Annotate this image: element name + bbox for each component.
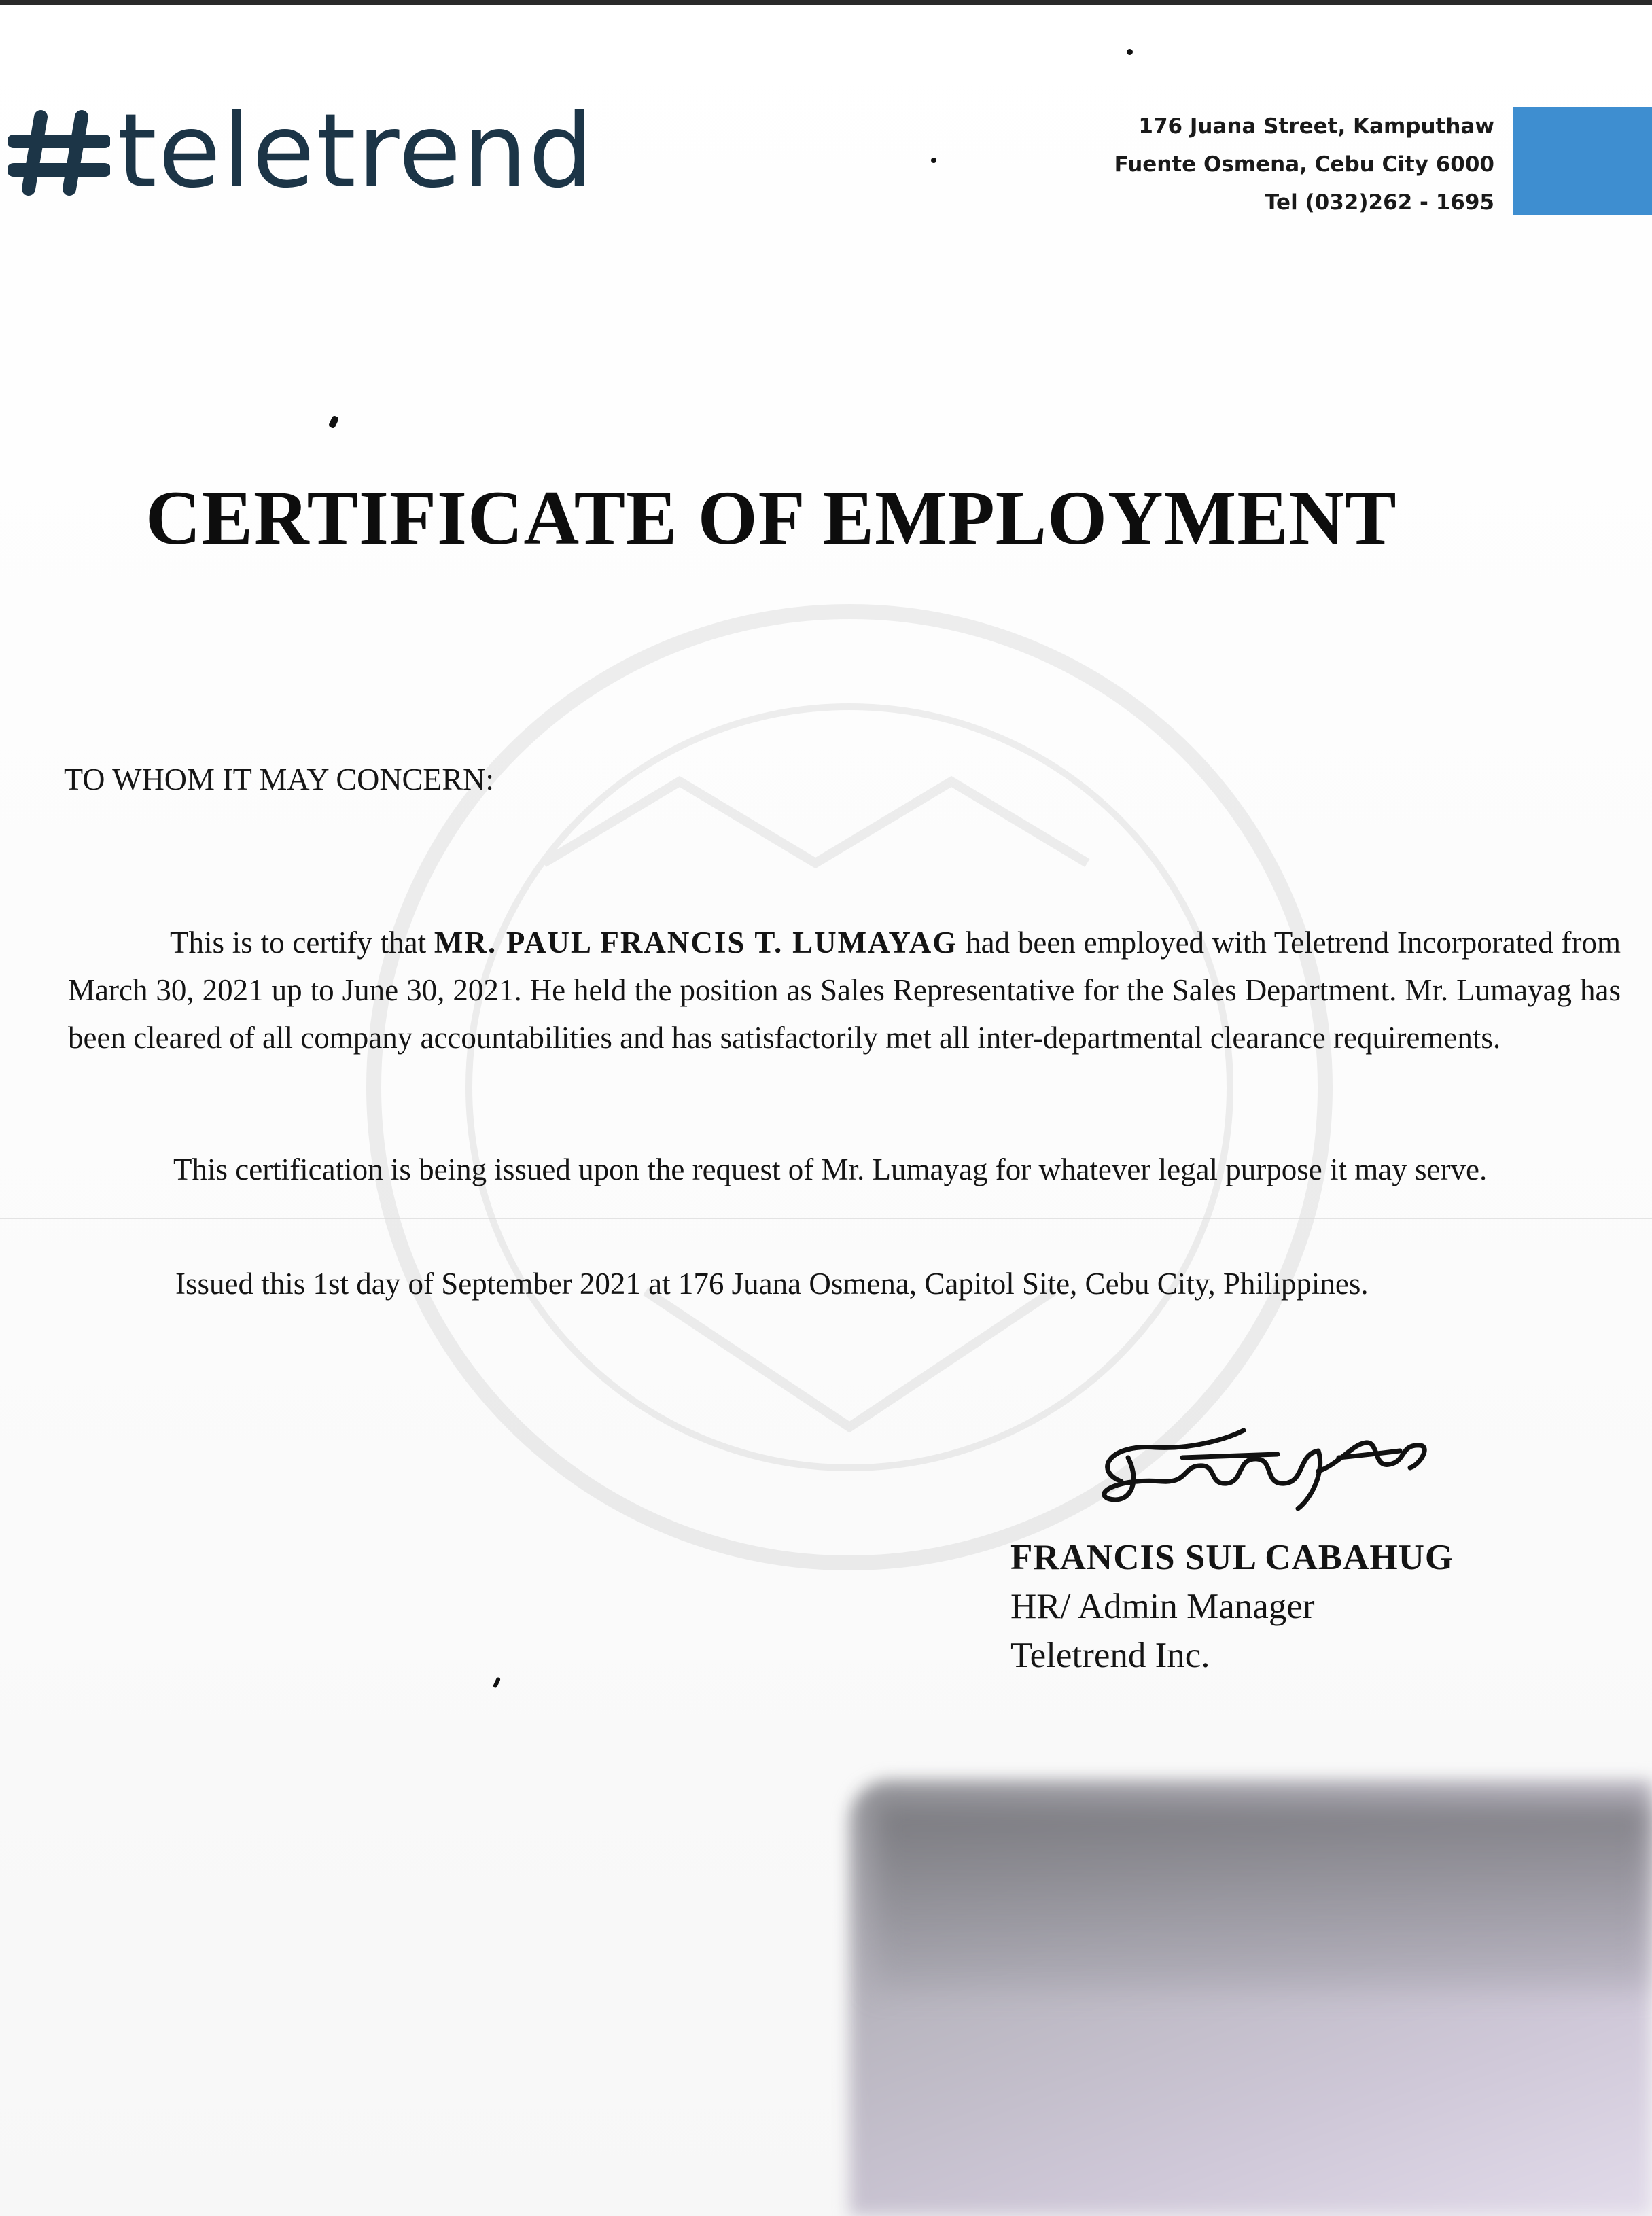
ink-speck bbox=[493, 1676, 501, 1688]
signatory-name: FRANCIS SUL CABAHUG bbox=[1010, 1538, 1454, 1577]
salutation: TO WHOM IT MAY CONCERN: bbox=[64, 762, 494, 796]
signatory-position: HR/ Admin Manager bbox=[1010, 1587, 1315, 1626]
ink-speck bbox=[1127, 49, 1133, 55]
handwritten-signature bbox=[1080, 1417, 1434, 1519]
brand-color-bar bbox=[1513, 107, 1652, 215]
address-line: Fuente Osmena, Cebu City 6000 bbox=[1114, 152, 1494, 177]
signatory-block bbox=[1010, 1533, 1454, 1680]
ink-speck bbox=[931, 158, 936, 163]
page-top-edge bbox=[0, 0, 1652, 5]
hashtag-icon bbox=[8, 107, 110, 196]
phone-line: Tel (032)262 - 1695 bbox=[1265, 190, 1494, 215]
address-line: 176 Juana Street, Kamputhaw bbox=[1138, 114, 1494, 139]
ink-speck bbox=[328, 415, 340, 429]
document-title: CERTIFICATE OF EMPLOYMENT bbox=[145, 476, 1397, 561]
paragraph-body: had been employed with Teletrend Incorporated from March 30, 2021 up to June 30, 2021. He held the position as Sales Representative for the Sales Department. Mr. Lumayag has been cleared of all company accountabilities and has satisfactorily met all inter-departmental clearance requirements. bbox=[68, 926, 1621, 1055]
purpose-paragraph: This certification is being issued upon the request of Mr. Lumayag for whatever legal purpose it may serve. bbox=[173, 1153, 1488, 1186]
signatory-company: Teletrend Inc. bbox=[1010, 1636, 1210, 1675]
issued-paragraph: Issued this 1st day of September 2021 at 176 Juana Osmena, Capitol Site, Cebu City, Philippines. bbox=[175, 1267, 1369, 1301]
company-logo bbox=[8, 92, 595, 211]
certification-paragraph bbox=[68, 919, 1621, 1061]
photo-shadow-dark bbox=[873, 1801, 1652, 1991]
company-address bbox=[1114, 107, 1494, 222]
employee-name: MR. PAUL FRANCIS T. LUMAYAG bbox=[434, 926, 958, 960]
paragraph-intro: This is to certify that bbox=[170, 926, 434, 960]
logo-wordmark: teletrend bbox=[117, 92, 595, 211]
paper-fold-line bbox=[0, 1218, 1652, 1219]
